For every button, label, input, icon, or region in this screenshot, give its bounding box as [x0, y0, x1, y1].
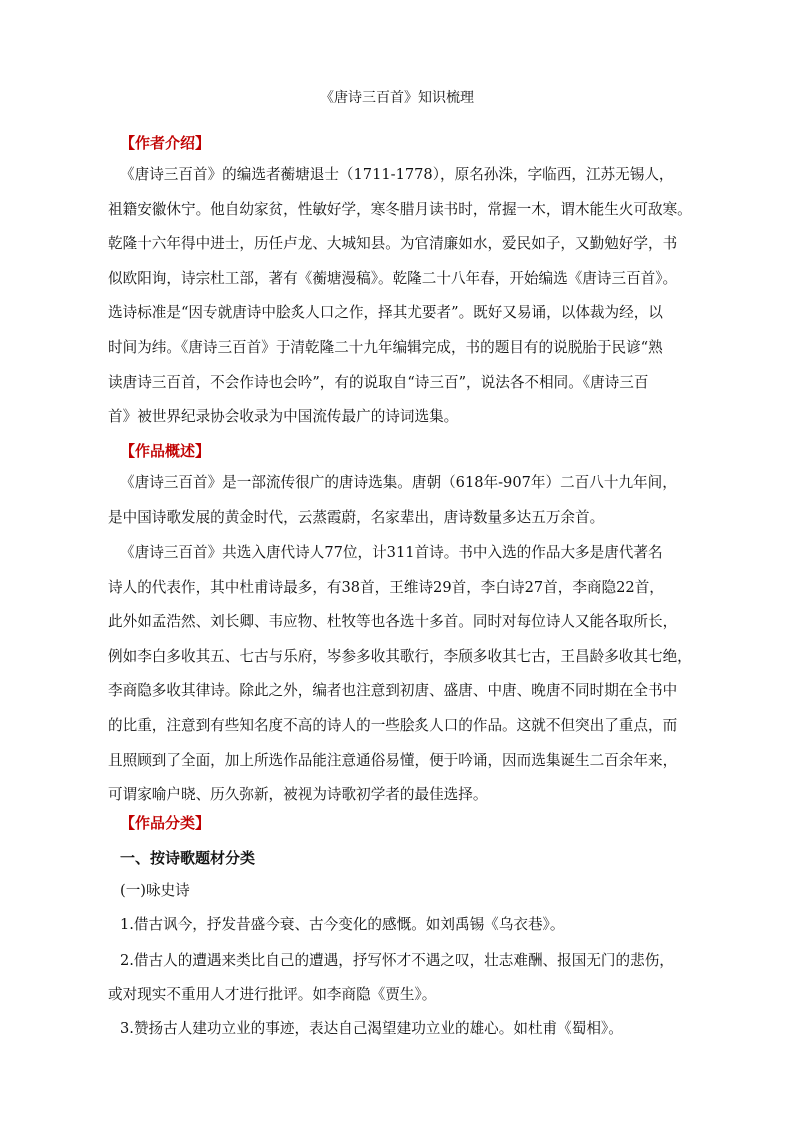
- text-line: 乾隆十六年得中进士，历任卢龙、大城知县。为官清廉如水，爱民如子，又勤勉好学，书: [108, 235, 678, 253]
- text-line: 诗人的代表作，其中杜甫诗最多，有38首，王维诗29首，李白诗27首，李商隐22首，: [108, 578, 664, 596]
- text-line: 时间为纬。《唐诗三百首》于清乾隆二十九年编辑完成，书的题目有的说脱胎于民谚“熟: [108, 338, 663, 356]
- text-line: 可谓家喻户晓、历久弥新，被视为诗歌初学者的最佳选择。: [108, 786, 488, 804]
- overview-heading: 【作品概述】: [120, 442, 211, 460]
- text-line: 首》被世界纪录协会收录为中国流传最广的诗词选集。: [108, 408, 459, 426]
- point-2: 2.借古人的遭遇来类比自己的遭遇，抒写怀才不遇之叹，壮志难酬、报国无门的悲伤，: [120, 952, 674, 969]
- text-line: 《唐诗三百首》共选入唐代诗人77位，计311首诗。书中入选的作品大多是唐代著名: [120, 544, 663, 561]
- category-heading: 【作品分类】: [120, 814, 211, 832]
- author-paragraph: [108, 158, 692, 435]
- text-line: 选诗标准是“因专就唐诗中脍炙人口之作，择其尤要者”。既好又易诵，以体裁为经，以: [108, 304, 663, 322]
- category-subheading: 一、按诗歌题材分类: [120, 849, 256, 867]
- text-line: 的比重，注意到有些知名度不高的诗人的一些脍炙人口的作品。这就不但突出了重点，而: [108, 716, 678, 734]
- text-line: 祖籍安徽休宁。他自幼家贫，性敏好学，寒冬腊月读书时，常握一木，谓木能生火可敌寒。: [108, 200, 692, 218]
- text-line: 《唐诗三百首》的编选者蘅塘退士（1711-1778），原名孙洙，字临西，江苏无锡人，: [120, 166, 674, 183]
- point-2-continued: 或对现实不重用人才进行批评。如李商隐《贾生》。: [108, 986, 437, 1003]
- text-line: 读唐诗三百首，不会作诗也会吟”，有的说取自“诗三百”，说法各不相同。《唐诗三百: [108, 373, 649, 391]
- text-line: 《唐诗三百首》是一部流传很广的唐诗选集。唐朝（618年-907年）二百八十九年间，: [120, 474, 677, 491]
- text-line: 例如李白多收其五、七古与乐府，岑参多收其歌行，李颀多收其七古，王昌龄多收其七绝，: [108, 647, 692, 665]
- author-heading: 【作者介绍】: [120, 134, 211, 152]
- point-3: 3.赞扬古人建功立业的事迹，表达自己渴望建功立业的雄心。如杜甫《蜀相》。: [120, 1020, 623, 1037]
- text-line: 且照顾到了全面，加上所选作品能注意通俗易懂，便于吟诵，因而选集诞生二百余年来，: [108, 751, 678, 769]
- overview-paragraph-2: [108, 536, 692, 813]
- text-line: 此外如孟浩然、刘长卿、韦应物、杜牧等也各选十多首。同时对每位诗人又能各取所长，: [108, 613, 678, 631]
- page-title: 《唐诗三百首》知识梳理: [320, 90, 474, 106]
- point-1: 1.借古讽今，抒发昔盛今衰、古今变化的感慨。如刘禹锡《乌衣巷》。: [120, 916, 565, 933]
- text-line: 是中国诗歌发展的黄金时代，云蒸霞蔚，名家辈出，唐诗数量多达五万余首。: [108, 508, 605, 526]
- overview-paragraph-1: [108, 466, 680, 535]
- category-item: (一)咏史诗: [120, 882, 190, 899]
- text-line: 似欧阳询，诗宗杜工部，著有《蘅塘漫稿》。乾隆二十八年春，开始编选《唐诗三百首》。: [108, 269, 678, 287]
- text-line: 李商隐多收其律诗。除此之外，编者也注意到初唐、盛唐、中唐、晚唐不同时期在全书中: [108, 682, 678, 700]
